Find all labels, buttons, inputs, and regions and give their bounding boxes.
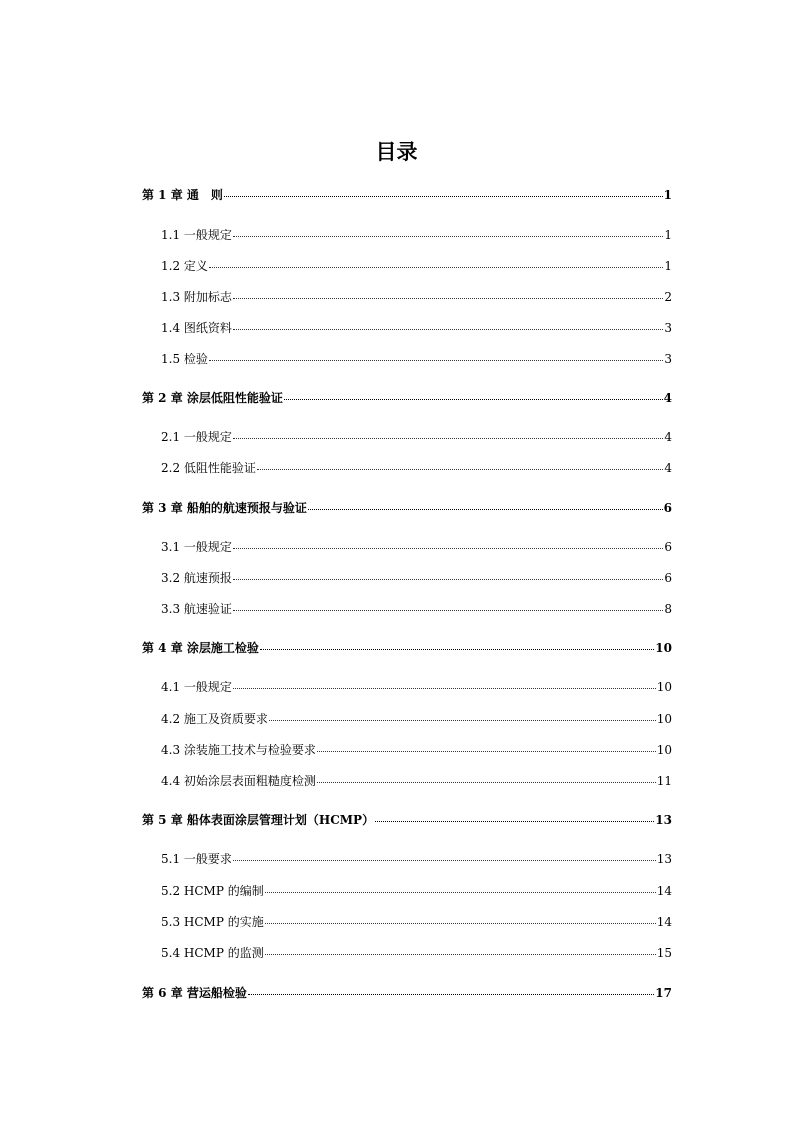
toc-entry-page: 4 xyxy=(663,391,672,405)
dot-leader xyxy=(233,438,663,439)
toc-entry-label: 第 4 章 涂层施工检验 xyxy=(142,641,259,655)
toc-chapter-entry[interactable] xyxy=(142,811,672,828)
toc-entry-page: 13 xyxy=(656,852,672,866)
toc-entry-page: 1 xyxy=(664,259,672,273)
toc-entry-label: 1.1 一般规定 xyxy=(161,228,232,242)
dot-leader xyxy=(233,579,663,580)
toc-section-entry[interactable] xyxy=(161,538,672,555)
toc-entry-label: 4.4 初始涂层表面粗糙度检测 xyxy=(161,774,316,788)
dot-leader xyxy=(233,298,663,299)
toc-entry-page: 14 xyxy=(656,915,672,929)
toc-section-entry[interactable] xyxy=(161,288,672,305)
toc-entry-label: 5.2 HCMP 的编制 xyxy=(161,884,264,898)
toc-section-entry[interactable] xyxy=(161,257,672,274)
toc-entry-label: 第 2 章 涂层低阻性能验证 xyxy=(142,391,283,405)
toc-section-entry[interactable] xyxy=(161,678,672,695)
dot-leader xyxy=(269,720,656,721)
toc-entry-label: 1.2 定义 xyxy=(161,259,208,273)
toc-section-entry[interactable] xyxy=(161,569,672,586)
toc-section-entry[interactable] xyxy=(161,350,672,367)
toc-entry-label: 5.3 HCMP 的实施 xyxy=(161,915,264,929)
toc-entry-label: 3.1 一般规定 xyxy=(161,540,232,554)
toc-chapter-entry[interactable] xyxy=(142,499,672,516)
toc-entry-label: 1.5 检验 xyxy=(161,352,208,366)
toc-entry-label: 2.1 一般规定 xyxy=(161,430,232,444)
toc-entry-label: 1.3 附加标志 xyxy=(161,290,232,304)
toc-entry-page: 8 xyxy=(664,602,672,616)
toc-entry-label: 4.2 施工及资质要求 xyxy=(161,712,268,726)
dot-leader xyxy=(260,649,654,650)
toc-entry-page: 11 xyxy=(656,774,672,788)
toc-entry-page: 6 xyxy=(663,501,672,515)
toc-entry-page: 15 xyxy=(656,946,672,960)
toc-section-entry[interactable] xyxy=(161,913,672,930)
toc-section-entry[interactable] xyxy=(161,226,672,243)
dot-leader xyxy=(233,236,663,237)
toc-entry-page: 6 xyxy=(664,571,672,585)
toc-entry-page: 10 xyxy=(656,743,672,757)
toc-entry-page: 1 xyxy=(664,228,672,242)
dot-leader xyxy=(233,329,663,330)
toc-entry-label: 第 1 章 通 则 xyxy=(142,188,223,202)
toc-entry-label: 5.4 HCMP 的监测 xyxy=(161,946,264,960)
toc-chapter-entry[interactable] xyxy=(142,639,672,656)
toc-section-entry[interactable] xyxy=(161,319,672,336)
toc-entry-label: 4.3 涂装施工技术与检验要求 xyxy=(161,743,316,757)
toc-chapter-entry[interactable] xyxy=(142,984,672,1001)
dot-leader xyxy=(233,548,663,549)
toc-chapter-entry[interactable] xyxy=(142,186,672,203)
toc-chapter-entry[interactable] xyxy=(142,389,672,406)
toc-section-entry[interactable] xyxy=(161,600,672,617)
dot-leader xyxy=(375,821,654,822)
toc-entry-label: 第 3 章 船舶的航速预报与验证 xyxy=(142,501,307,515)
dot-leader xyxy=(233,610,663,611)
toc-entry-label: 3.3 航速验证 xyxy=(161,602,232,616)
toc-entry-label: 4.1 一般规定 xyxy=(161,680,232,694)
dot-leader xyxy=(257,469,663,470)
toc-section-entry[interactable] xyxy=(161,850,672,867)
dot-leader xyxy=(233,688,656,689)
toc-entry-page: 2 xyxy=(664,290,672,304)
page-title: 目录 xyxy=(375,139,418,164)
toc-entry-label: 第 5 章 船体表面涂层管理计划（HCMP） xyxy=(142,813,375,827)
toc-section-entry[interactable] xyxy=(161,944,672,961)
toc-section-entry[interactable] xyxy=(161,459,672,476)
toc-entry-label: 5.1 一般要求 xyxy=(161,852,232,866)
dot-leader xyxy=(209,267,663,268)
dot-leader xyxy=(317,751,656,752)
dot-leader xyxy=(308,509,663,510)
toc-entry-page: 4 xyxy=(664,461,672,475)
toc-entry-page: 3 xyxy=(664,352,672,366)
toc-entry-label: 第 6 章 营运船检验 xyxy=(142,986,247,1000)
toc-entry-page: 4 xyxy=(664,430,672,444)
dot-leader xyxy=(265,923,656,924)
toc-entry-page: 1 xyxy=(663,188,672,202)
toc-entry-label: 1.4 图纸资料 xyxy=(161,321,232,335)
dot-leader xyxy=(248,994,654,995)
dot-leader xyxy=(265,954,656,955)
toc-section-entry[interactable] xyxy=(161,882,672,899)
toc-entry-label: 2.2 低阻性能验证 xyxy=(161,461,256,475)
toc-entry-label: 3.2 航速预报 xyxy=(161,571,232,585)
dot-leader xyxy=(209,360,663,361)
toc-section-entry[interactable] xyxy=(161,428,672,445)
toc-section-entry[interactable] xyxy=(161,741,672,758)
dot-leader xyxy=(284,399,663,400)
toc-entry-page: 10 xyxy=(655,641,672,655)
toc-entry-page: 13 xyxy=(655,813,672,827)
dot-leader xyxy=(317,782,656,783)
dot-leader xyxy=(265,892,656,893)
toc-entry-page: 3 xyxy=(664,321,672,335)
dot-leader xyxy=(233,860,656,861)
dot-leader xyxy=(224,196,663,197)
toc-entry-page: 6 xyxy=(664,540,672,554)
toc-section-entry[interactable] xyxy=(161,772,672,789)
toc-entry-page: 14 xyxy=(656,884,672,898)
toc-section-entry[interactable] xyxy=(161,710,672,727)
toc-entry-page: 10 xyxy=(656,680,672,694)
toc-entry-page: 17 xyxy=(655,986,672,1000)
toc-entry-page: 10 xyxy=(656,712,672,726)
